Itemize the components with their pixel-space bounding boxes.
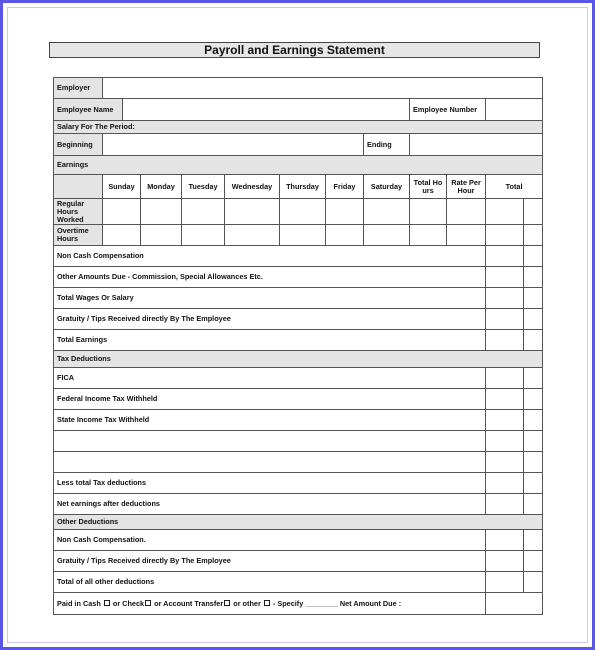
paid-in-cash-label: Paid in Cash [57,598,101,608]
form-title: Payroll and Earnings Statement [49,42,540,58]
amount-cell[interactable] [486,431,524,452]
tax-row-label [54,452,486,473]
form-row [54,78,543,99]
earnings-row-label: Total Earnings [54,330,486,351]
employee-number-field[interactable] [486,99,543,121]
hours-cell[interactable] [364,199,410,225]
amount-cell[interactable] [524,431,543,452]
employee-name-field[interactable] [123,99,410,121]
form-row [54,572,543,593]
form-row [54,551,543,572]
or-other-label: or other [233,598,261,608]
day-header: Sunday [103,175,141,199]
hours-cell[interactable] [103,225,141,246]
day-header: Tuesday [182,175,225,199]
form-row [54,246,543,267]
amount-cell[interactable] [486,494,524,515]
form-row [54,309,543,330]
hours-row-label: Overtime Hours [54,225,103,246]
form-row [54,473,543,494]
or-account-transfer-label: or Account Transfer [154,598,224,608]
hours-cell[interactable] [524,199,543,225]
beginning-label: Beginning [54,134,103,156]
day-header: Total Hours [410,175,447,199]
hours-cell[interactable] [326,199,364,225]
form-row [54,175,543,199]
tax-row-label: Less total Tax deductions [54,473,486,494]
amount-cell[interactable] [486,389,524,410]
hours-cell[interactable] [447,225,486,246]
form-row [54,199,543,225]
hours-cell[interactable] [410,199,447,225]
tax-row-label: Federal Income Tax Withheld [54,389,486,410]
form-row [54,452,543,473]
amount-cell[interactable] [524,288,543,309]
net-amount-due-field[interactable] [486,593,543,615]
account-transfer-checkbox[interactable] [224,600,230,606]
amount-cell[interactable] [524,452,543,473]
check-checkbox[interactable] [145,600,151,606]
amount-cell[interactable] [524,267,543,288]
form-row [54,368,543,389]
form-row [54,593,543,615]
amount-cell[interactable] [486,551,524,572]
form-row [54,515,543,530]
form-row [54,134,543,156]
amount-cell[interactable] [524,551,543,572]
hours-cell[interactable] [364,225,410,246]
hours-row-label: Regular Hours Worked [54,199,103,225]
form-row [54,288,543,309]
form-row [54,156,543,175]
earnings-row-label: Non Cash Compensation [54,246,486,267]
amount-cell[interactable] [524,309,543,330]
salary-period-label: Salary For The Period: [54,121,543,134]
form-row [54,330,543,351]
other-deduction-row-label: Non Cash Compensation. [54,530,486,551]
tax-row-label: Net earnings after deductions [54,494,486,515]
amount-cell[interactable] [524,572,543,593]
hours-cell[interactable] [410,225,447,246]
amount-cell[interactable] [524,473,543,494]
day-header: Rate Per Hour [447,175,486,199]
earnings-header: Earnings [54,156,543,175]
net-amount-due-label: Net Amount Due : [339,598,402,608]
form-row [54,494,543,515]
amount-cell[interactable] [524,330,543,351]
form-row [54,389,543,410]
amount-cell[interactable] [486,410,524,431]
amount-cell[interactable] [486,330,524,351]
day-header: Total [486,175,543,199]
amount-cell[interactable] [524,410,543,431]
tax-row-label: FICA [54,368,486,389]
day-header: Wednesday [225,175,280,199]
hours-cell[interactable] [447,199,486,225]
hours-cell[interactable] [326,225,364,246]
form-row [54,410,543,431]
form-row [54,267,543,288]
hours-cell[interactable] [141,225,182,246]
hours-cell[interactable] [182,225,225,246]
amount-cell[interactable] [486,452,524,473]
other-deduction-row-label: Gratuity / Tips Received directly By The Employee [54,551,486,572]
specify-label: - Specify ________ [272,598,338,608]
day-header: Saturday [364,175,410,199]
amount-cell[interactable] [524,530,543,551]
hours-cell[interactable] [280,199,326,225]
earnings-row-label: Gratuity / Tips Received directly By The Employee [54,309,486,330]
hours-cell[interactable] [486,199,524,225]
form-row [54,225,543,246]
amount-cell[interactable] [486,309,524,330]
amount-cell[interactable] [486,368,524,389]
amount-cell[interactable] [486,246,524,267]
employer-field[interactable] [103,78,543,99]
form-row [54,121,543,134]
hours-cell[interactable] [225,199,280,225]
tax-row-label: State Income Tax Withheld [54,410,486,431]
form-row [54,351,543,368]
hours-cell[interactable] [524,225,543,246]
hours-cell[interactable] [486,225,524,246]
other-deductions-header: Other Deductions [54,515,543,530]
day-header: Thursday [280,175,326,199]
cash-checkbox[interactable] [104,600,110,606]
beginning-field[interactable] [103,134,364,156]
amount-cell[interactable] [486,288,524,309]
hours-cell[interactable] [280,225,326,246]
form-row [54,530,543,551]
payroll-form [53,77,543,615]
amount-cell[interactable] [524,368,543,389]
other-deduction-row-label: Total of all other deductions [54,572,486,593]
amount-cell[interactable] [486,267,524,288]
other-checkbox[interactable] [264,600,270,606]
hours-cell[interactable] [225,225,280,246]
hours-cell[interactable] [103,199,141,225]
form-row [54,99,543,121]
hours-cell[interactable] [141,199,182,225]
tax-row-label [54,431,486,452]
form-row [54,431,543,452]
earnings-row-label: Other Amounts Due - Commission, Special Allowances Etc. [54,267,486,288]
amount-cell[interactable] [524,494,543,515]
earnings-row-label: Total Wages Or Salary [54,288,486,309]
amount-cell[interactable] [486,530,524,551]
amount-cell[interactable] [486,473,524,494]
payment-method-line [54,593,486,615]
day-header: Friday [326,175,364,199]
ending-label: Ending [364,134,410,156]
or-check-label: or Check [112,598,145,608]
employer-label: Employer [54,78,103,99]
tax-deductions-header: Tax Deductions [54,351,543,368]
corner-cell [54,175,103,199]
employee-name-label: Employee Name [54,99,123,121]
amount-cell[interactable] [524,389,543,410]
hours-cell[interactable] [182,199,225,225]
employee-number-label: Employee Number [410,99,486,121]
ending-field[interactable] [410,134,543,156]
amount-cell[interactable] [486,572,524,593]
day-header: Monday [141,175,182,199]
amount-cell[interactable] [524,246,543,267]
